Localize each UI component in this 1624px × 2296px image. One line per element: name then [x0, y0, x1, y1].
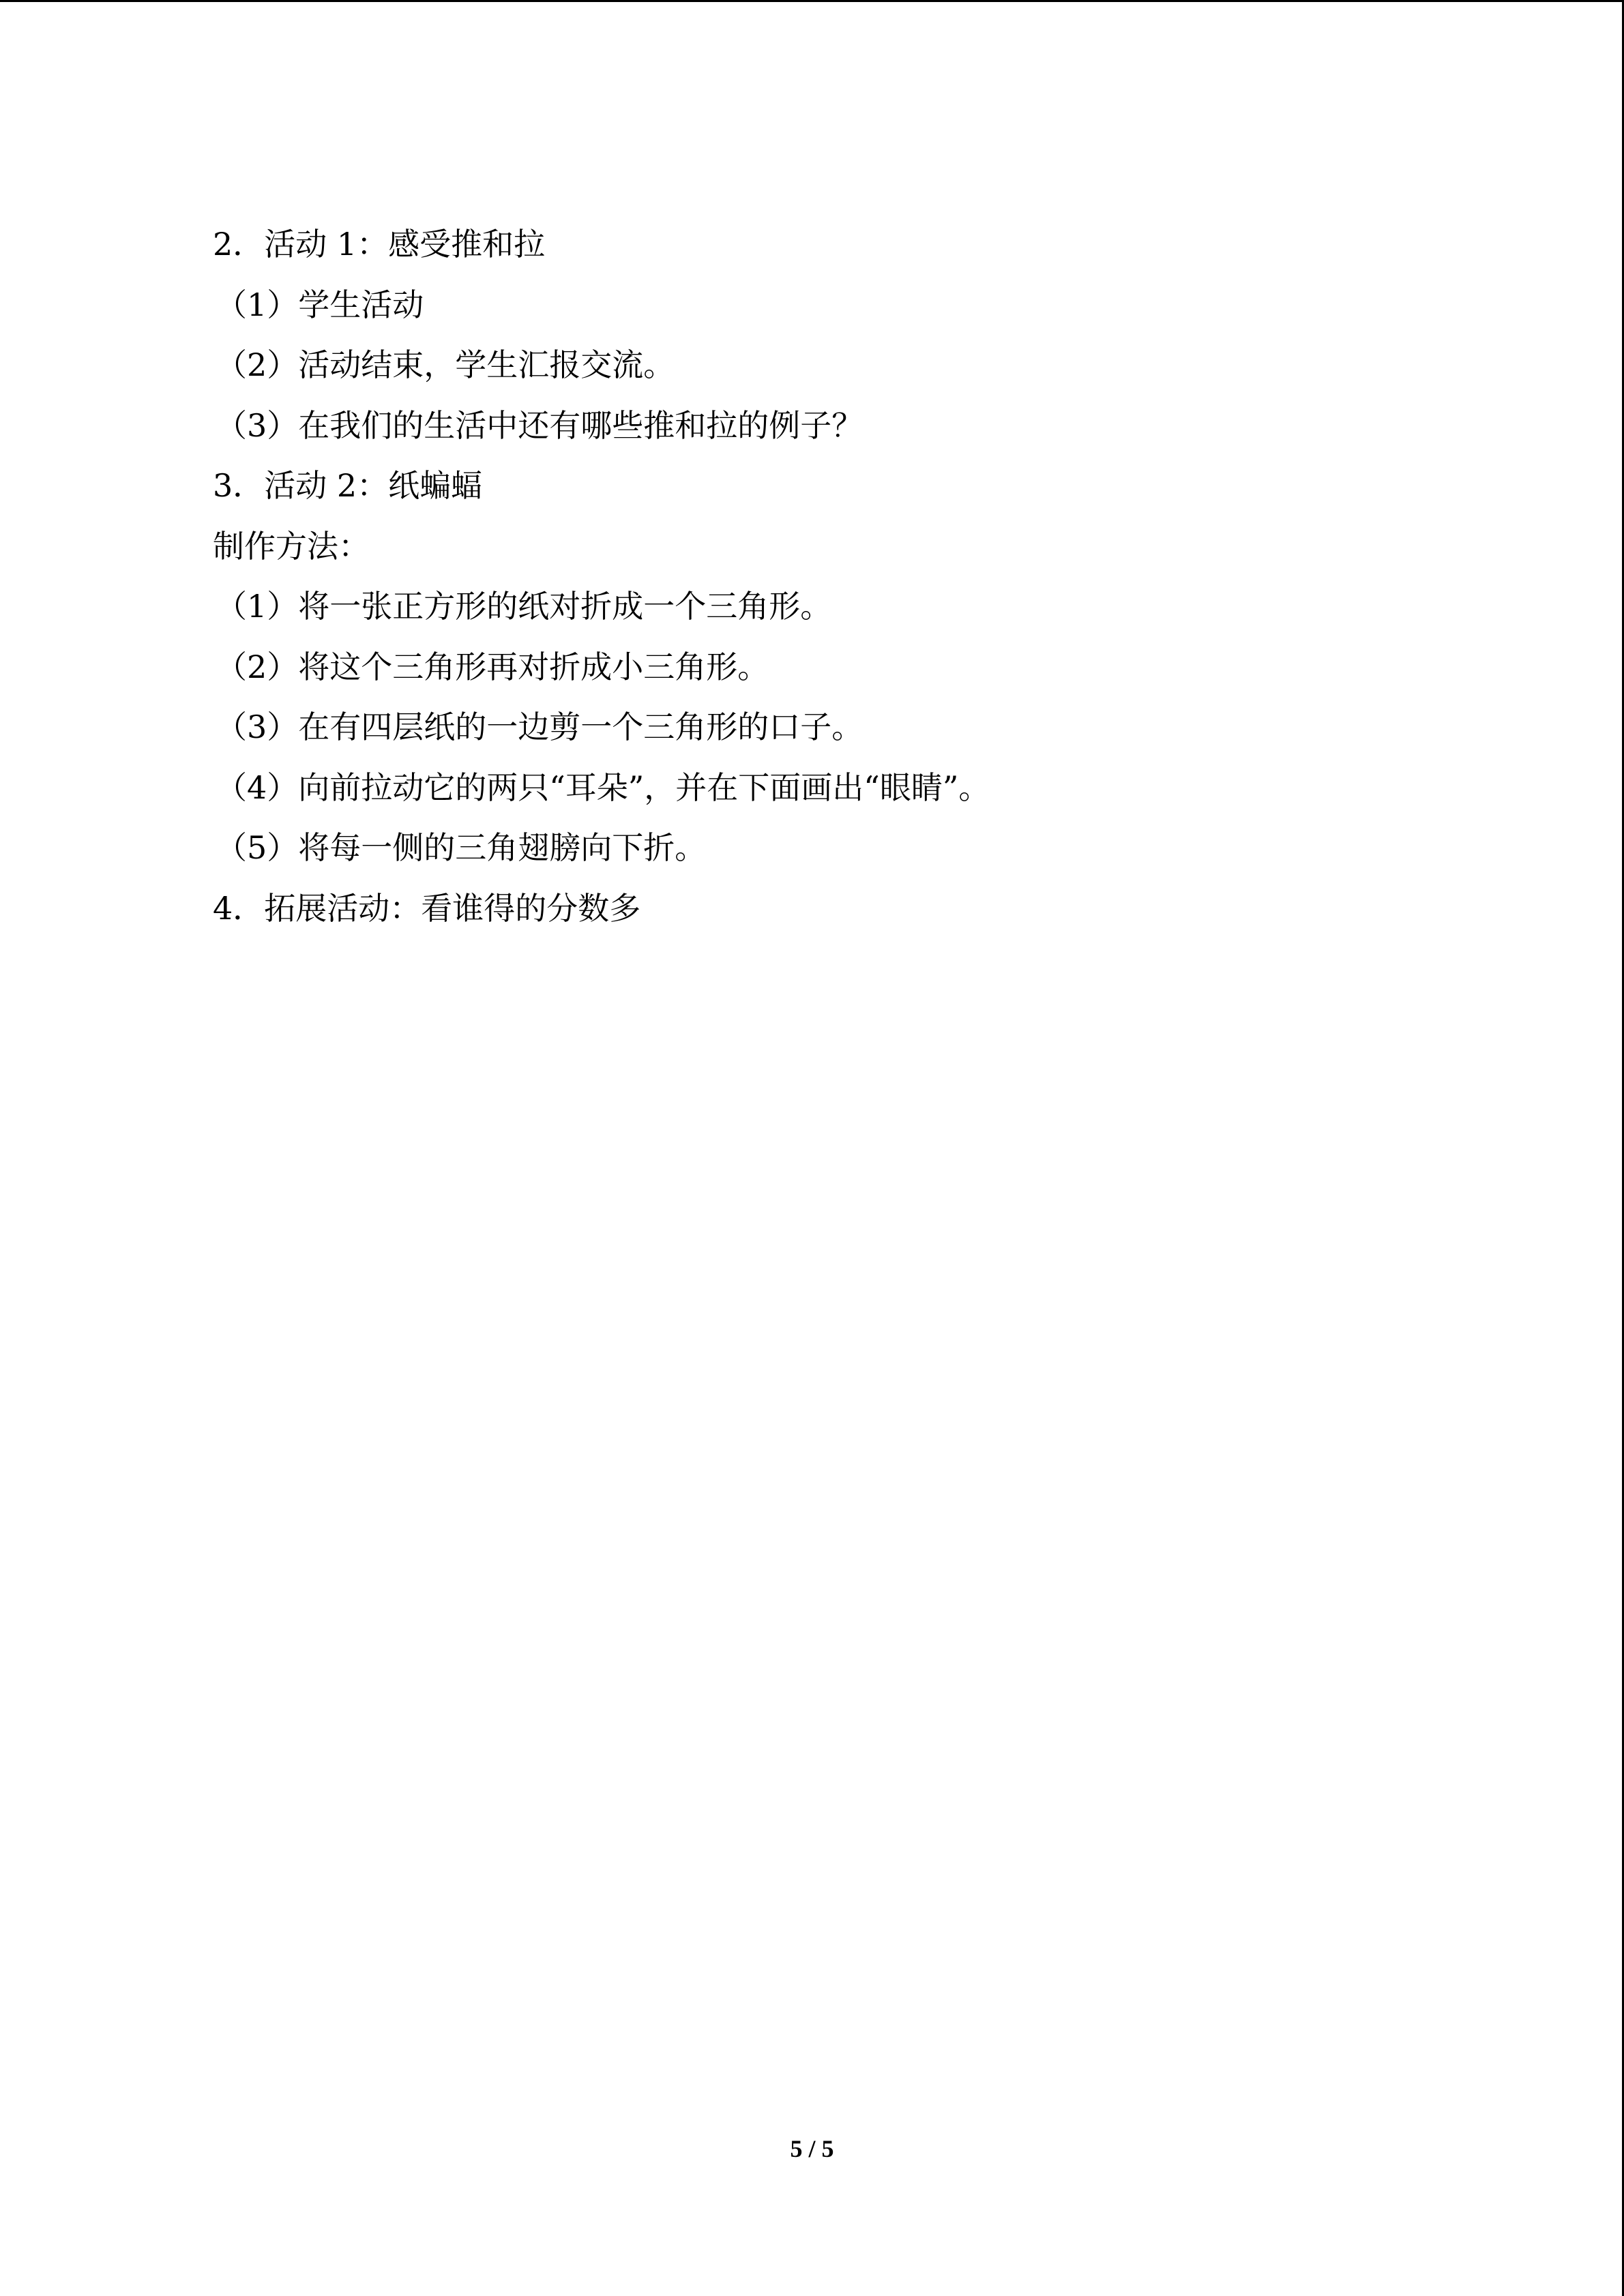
page-number: 5 / 5 — [790, 2135, 834, 2162]
document-body — [213, 214, 1413, 938]
section-heading-activity-1: 2．活动 1：感受推和拉 — [213, 226, 546, 263]
list-item-step-4: （4）向前拉动它的两只“耳朵”，并在下面画出“眼睛”。 — [216, 769, 990, 806]
list-item-step-2: （2）将这个三角形再对折成小三角形。 — [216, 648, 769, 685]
list-item-life-examples: （3）在我们的生活中还有哪些推和拉的例子？ — [216, 406, 863, 444]
list-item-report-exchange: （2）活动结束，学生汇报交流。 — [216, 346, 675, 383]
section-heading-extension: 4．拓展活动：看谁得的分数多 — [213, 889, 641, 927]
list-item-step-1: （1）将一张正方形的纸对折成一个三角形。 — [216, 588, 832, 625]
section-heading-activity-2: 3．活动 2：纸蝙蝠 — [213, 467, 483, 504]
list-item-step-5: （5）将每一侧的三角翅膀向下折。 — [216, 829, 707, 866]
method-heading: 制作方法： — [213, 527, 370, 565]
list-item-step-3: （3）在有四层纸的一边剪一个三角形的口子。 — [216, 709, 863, 745]
list-item-student-activity: （1）学生活动 — [216, 286, 424, 323]
